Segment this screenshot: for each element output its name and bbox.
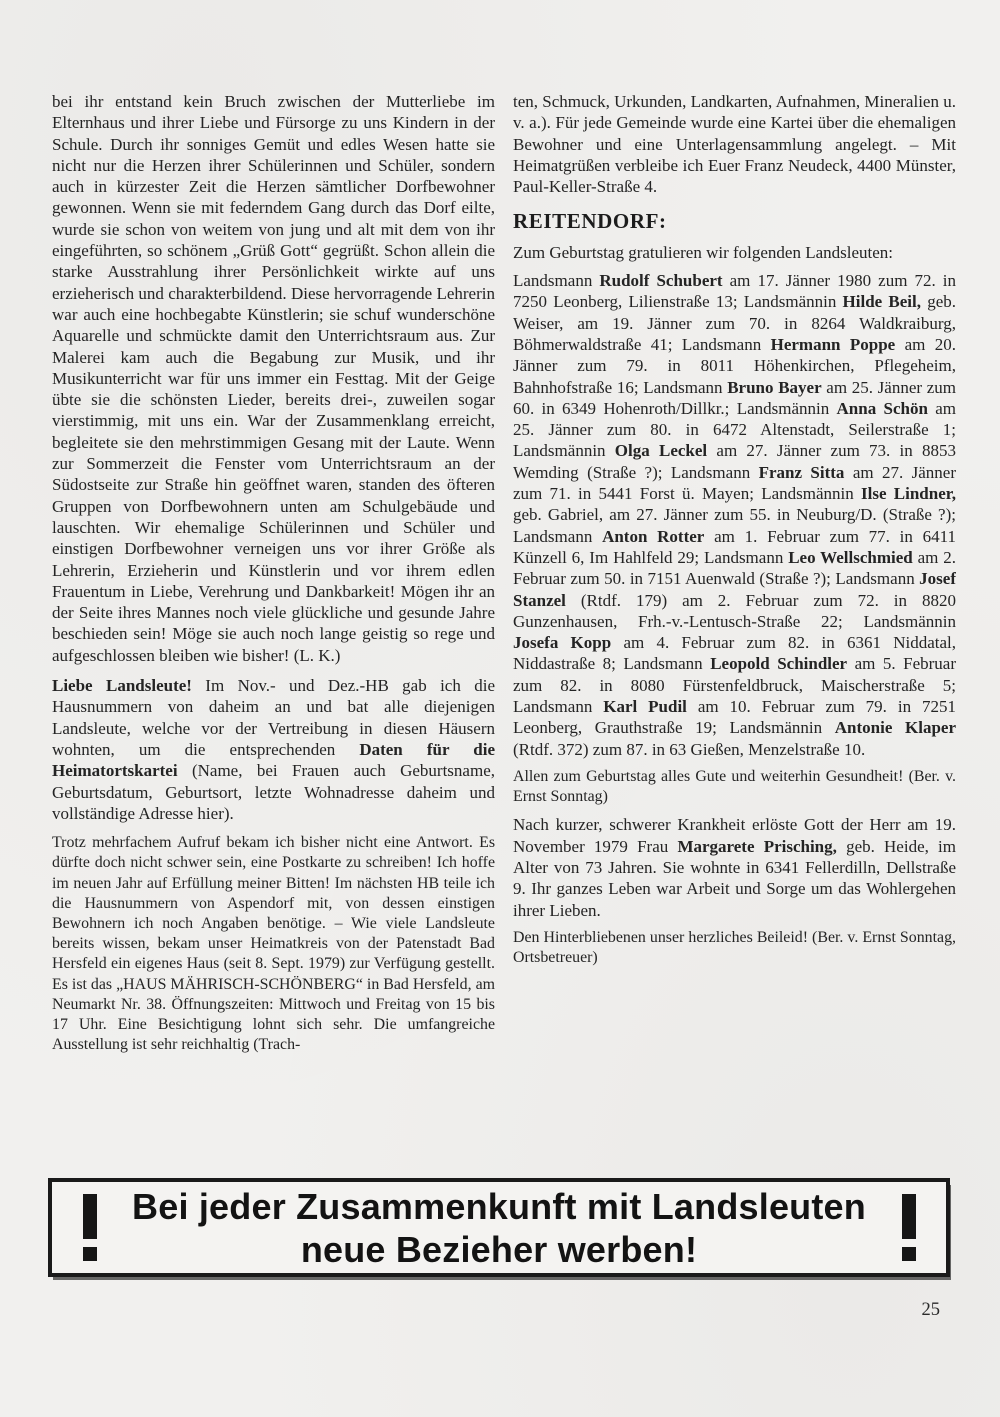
paragraph-teacher-tribute: bei ihr entstand kein Bruch zwischen der Mutterliebe im Elternhaus und ihrer Liebe und Fürsorge zu uns Kindern in der Schule. Durch ihr sonniges Gemüt und edles Wesen hatte sie nicht nur die Herzen ihrer Schülerinnen und Schüler, sondern auch in kürzester Zeit die Herzen sämtlicher Dorfbewohner gewonnen. Wenn sie mit federndem Gang durch das Dorf eilte, wurde sie schon von weitem von jung und alt mit dem von ihr eingeführten, so schönem „Grüß Gott“ gegrüßt. Schon allein die starke Ausstrahlung ihrer Persönlichkeit wirkte auf uns erzieherisch und charakterbildend. Diese hervorragende Lehrerin war auch eine hochbegabte Künstlerin; sie schuf wunderschöne Aquarelle und schmückte damit den Unterrichtsraum aus. Zur Malerei kam auch die Begabung zur Musik, und ihr Musikunterricht war für uns immer ein Festtag. Mit der Geige übte sie die schönsten Lieder, bereits drei-, zuweilen sogar vierstimmig, mit uns ein. War der Zusammenklang erreicht, begleitete sie den mehrstimmigen Gesang mit der Laute. Wenn zur Sommerzeit die Fenster vom Unterrichtsraum an der Südostseite zur Straße hin geöffnet waren, standen des öfteren Gruppen von Dorfbewohnern unten am Schulgebäude und lauschten. Wir ehemalige Schülerinnen und Schüler und einstigen Dorfbewohner verneigen uns vor ihrer Größe als Lehrerin, Erzieherin und Künstlerin und vor ihrem edlen Frauentum in Liebe, Verehrung und Dankbarkeit! Mögen ihr an der Seite ihres Mannes noch viele glückliche und gesunde Jahre beschieden sein! Möge sie auch noch lange geistig so rege und aufgeschlossen bleiben wie bisher! (L. K.) [52, 92, 495, 665]
paragraph-obituary: Nach kurzer, schwerer Krankheit erlöste Gott der Herr am 19. November 1979 Frau Margarete Prisching, geb. Heide, im Alter von 73 Jahren. Sie wohnte in 6341 Fellerdilln, Dellstraße 9. Ihr ganzes Leben war Arbeit und Sorge um das Wohlergehen ihrer Lieben. [513, 815, 956, 920]
paragraph-kartei-continuation: ten, Schmuck, Urkunden, Landkarten, Aufnahmen, Mineralien u. v. a.). Für jede Gemeinde wurde eine Kartei über die ehemaligen Bewohner und eine Unterlagensammlung angelegt. – Mit Heimatgrüßen verbleibe ich Euer Franz Neudeck, 4400 Münster, Paul-Keller-Straße 4. [513, 92, 956, 197]
paragraph-condolence: Den Hinterbliebenen unser herzliches Beileid! (Ber. v. Ernst Sonntag, Ortsbetreuer) [513, 928, 956, 966]
exclamation-icon [901, 1194, 916, 1261]
banner-text [97, 1185, 901, 1271]
recruitment-banner [48, 1178, 950, 1277]
section-heading-reitendorf: REITENDORF: [513, 209, 667, 234]
left-column [52, 91, 495, 1169]
paragraph-heimatortskartei-aufruf: Trotz mehrfachem Aufruf bekam ich bisher nicht eine Antwort. Es dürfte doch nicht schwer sein, eine Postkarte zu schreiben! Ich hoffe im neuen Jahr auf Erfüllung meiner Bitten! Im nächsten HB teile ich die Hausnummern von Aspendorf mit, von dessen einstigen Bewohnern ich noch Angaben benötige. – Wie viele Landsleute bereits wissen, bekam unser Heimatkreis von der Patenstadt Bad Hersfeld ein eigenes Haus (seit 8. Sept. 1979) zur Verfügung gestellt. Es ist das „HAUS MÄHRISCH-SCHÖNBERG“ in Bad Hersfeld, am Neumarkt Nr. 38. Öffnungszeiten: Mittwoch und Freitag von 15 bis 17 Uhr. Eine Besichtigung lohnt sich sehr. Die umfangreiche Ausstellung ist sehr reichhaltig (Trach- [52, 834, 495, 1054]
paragraph-liebe-landsleute: Liebe Landsleute! Im Nov.- und Dez.-HB gab ich die Hausnummern von daheim an und bat alle diejenigen Landsleute, welche vor der Vertreibung in diesen Häusern wohnten, um die entsprechenden Daten für die Heimatortskartei (Name, bei Frauen auch Geburtsname, Geburtsdatum, Geburtsort, letzte Wohnadresse daheim und vollständige Adresse hier). [52, 676, 495, 823]
page-number: 25 [921, 1300, 940, 1320]
paragraph-birthday-wishes: Allen zum Geburtstag alles Gute und weiterhin Gesundheit! (Ber. v. Ernst Sonntag) [513, 767, 956, 806]
exclamation-icon [82, 1194, 97, 1261]
paragraph-birthday-list: Landsmann Rudolf Schubert am 17. Jänner 1980 zum 72. in 7250 Leonberg, Lilienstraße 13; Landsmännin Hilde Beil, geb. Weiser, am 19. Jänner zum 70. in 8264 Waldkraiburg, Böhmerwaldstraße 41; Landsmann Hermann Poppe am 20. Jänner zum 79. in 8011 Höhenkirchen, Pflegeheim, Bahnhofstraße 16; Landsmann Bruno Bayer am 25. Jänner zum 60. in 6349 Hohenroth/Dillkr.; Landsmännin Anna Schön am 25. Jänner zum 80. in 6472 Altenstadt, Seilerstraße 1; Landsmännin Olga Leckel am 27. Jänner zum 73. in 8853 Wemding (Straße ?); Landsmann Franz Sitta am 27. Jänner zum 71. in 5441 Forst ü. Mayen; Landsmännin Ilse Lindner, geb. Gabriel, am 27. Jänner zum 55. in Neuburg/D. (Straße ?); Landsmann Anton Rotter am 1. Februar zum 77. in 6411 Künzell 6, Im Hahlfeld 29; Landsmann Leo Wellschmied am 2. Februar zum 50. in 7151 Auenwald (Straße ?); Landsmann Josef Stanzel (Rtdf. 179) am 2. Februar zum 72. in 8820 Gunzenhausen, Frh.-v.-Lentusch-Straße 22; Landsmännin Josefa Kopp am 4. Februar zum 82. in 6361 Niddatal, Niddastraße 8; Landsmann Leopold Schindler am 5. Februar zum 82. in 8080 Fürstenfeldbruck, Maischerstraße 5; Landsmann Karl Pudil am 10. Februar zum 79. in 7251 Leonberg, Grauthstraße 19; Landsmännin Antonie Klaper (Rtdf. 372) zum 87. in 63 Gießen, Menzelstraße 10. [513, 271, 956, 759]
right-column [513, 91, 956, 1177]
banner-line-2: neue Bezieher werben! [300, 1228, 698, 1270]
banner-line-1: Bei jeder Zusammenkunft mit Landsleuten [132, 1185, 866, 1227]
paragraph-birthday-intro: Zum Geburtstag gratulieren wir folgenden Landsleuten: [513, 242, 894, 262]
